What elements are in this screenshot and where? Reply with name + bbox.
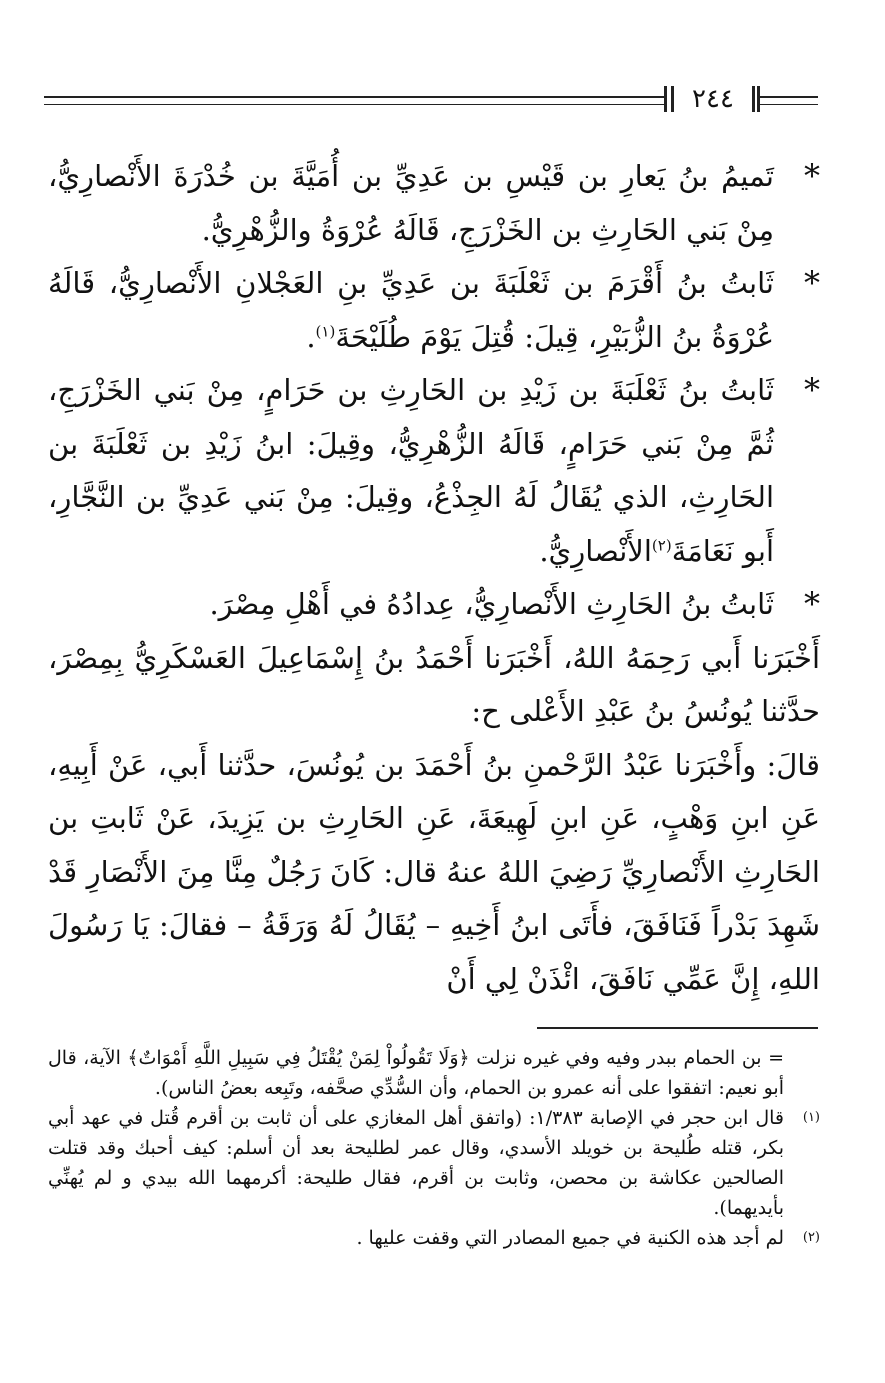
biography-entry — [48, 150, 820, 257]
entry-marker: * — [804, 157, 820, 195]
footnote-text: قال ابن حجر في الإصابة ١/٣٨٣: (واتفق أهل المغازي على أن ثابت بن أقرم قُتل في عهد أبي بكر، قتله طُليحة بن خويلد الأسدي، وقال عمر لطليحة بعد أن أسلم: كيف أحبك وقد قتلت الصالحين عكاشة بن محصن، وثابت بن أقرم، فقال طليحة: أكرمهما الله بيدي و لم يُهنِّي بأيديهما). — [48, 1107, 784, 1219]
footnote — [48, 1223, 820, 1253]
header-bar — [752, 86, 755, 112]
entry-text: ثَابتُ بنُ ثَعْلَبَةَ بن زَيْدِ بن الحَارِثِ بن حَرَامٍ، مِنْ بَني الخَزْرَجِ، ثُمَّ مِنْ بَني حَرَامٍ، قَالَهُ الزُّهْرِيُّ، وقِيلَ: ابنُ زَيْدِ بن ثَعْلَبَةَ بن الحَارِثِ، الذي يُقَالُ لَهُ الجِذْعُ، وقِيلَ: مِنْ بَني عَدِيِّ بن النَّجَّارِ، أَبو نَعَامَةَ — [48, 373, 774, 568]
header-rule-right — [760, 96, 818, 105]
entry-text: ثَابتُ بنُ أَقْرَمَ بن ثَعْلَبَةَ بن عَدِيِّ بنِ العَجْلانِ الأَنْصارِيُّ، قَالَهُ عُرْوَةُ بنُ الزُّبَيْرِ، قِيلَ: قُتِلَ يَوْمَ طُلَيْحَةَ — [48, 266, 774, 354]
footnote-text: لم أجد هذه الكنية في جميع المصادر التي وقفت عليها . — [356, 1227, 784, 1249]
entry-marker: * — [804, 585, 820, 623]
footnote — [48, 1103, 820, 1223]
footnotes — [48, 1043, 820, 1253]
footnote-ref[interactable]: (١) — [315, 321, 336, 340]
footnote-text: = بن الحمام ببدر وفيه وفي غيره نزلت ﴿وَلَا تَقُولُواْ لِمَنْ يُقْتَلُ فِي سَبِيلِ اللَّهِ أَمْوَاتٌ﴾ الآية، قال أبو نعيم: اتفقوا على أنه عمرو بن الحمام، وأن السُّدِّي صحَّفه، وتَبِعه بعضُ الناس). — [48, 1047, 784, 1099]
footnote-marker: (١) — [802, 1110, 820, 1125]
entry-tail: الأَنْصارِيُّ. — [539, 533, 652, 568]
biography-entry — [48, 364, 820, 578]
narration-paragraph: قالَ: وأَخْبَرَنا عَبْدُ الرَّحْمنِ بنُ أَحْمَدَ بن يُونُسَ، حدَّثنا أَبي، عَنْ أَبِيهِ، عَنِ ابنِ وَهْبٍ، عَنِ ابنِ لَهِيعَةَ، عَنِ الحَارِثِ بن يَزِيدَ، عَنْ ثَابتِ بن الحَارِثِ الأَنْصارِيِّ رَضِيَ اللهُ عنهُ قال: كَانَ رَجُلٌ مِنَّا مِنَ الأَنْصَارِ قَدْ شَهِدَ بَدْراً فَنَافَقَ، فأَتَى ابنُ أَخِيهِ – يُقَالُ لَهُ وَرَقَةُ – فقالَ: يَا رَسُولَ اللهِ، إِنَّ عَمِّي نَافَقَ، ائْذَنْ لِي أَنْ — [48, 747, 820, 996]
entry-tail: . — [306, 319, 316, 354]
header-bar — [664, 86, 667, 112]
footnote-marker: (٢) — [802, 1230, 820, 1245]
page-header — [44, 84, 820, 114]
entry-marker: * — [804, 264, 820, 302]
biography-entry — [48, 257, 820, 364]
header-rule-left — [44, 96, 664, 105]
footnote-separator — [537, 1027, 818, 1029]
header-bar — [671, 86, 674, 112]
entry-text: تَميمُ بنُ يَعارِ بن قَيْسِ بن عَدِيِّ بن أُمَيَّةَ بن خُدْرَةَ الأَنْصارِيُّ، مِنْ بَني الحَارِثِ بن الخَزْرَجِ، قَالَهُ عُرْوَةُ والزُّهْرِيُّ. — [48, 159, 774, 247]
footnote-ref[interactable]: (٢) — [651, 535, 672, 554]
main-text — [48, 150, 820, 1006]
biography-entry — [48, 578, 820, 632]
footnote — [48, 1043, 820, 1103]
entry-text: ثَابتُ بنُ الحَارِثِ الأَنْصارِيُّ، عِدادُهُ في أَهْلِ مِصْرَ. — [209, 587, 774, 621]
entry-marker: * — [804, 371, 820, 409]
narration-paragraph: أَخْبَرَنا أَبي رَحِمَهُ اللهُ، أَخْبَرَنا أَحْمَدُ بنُ إِسْمَاعِيلَ العَسْكَرِيُّ بِمِصْرَ، حدَّثنا يُونُسُ بنُ عَبْدِ الأَعْلى ح: — [48, 640, 820, 728]
page-number: ٢٤٤ — [692, 84, 734, 114]
